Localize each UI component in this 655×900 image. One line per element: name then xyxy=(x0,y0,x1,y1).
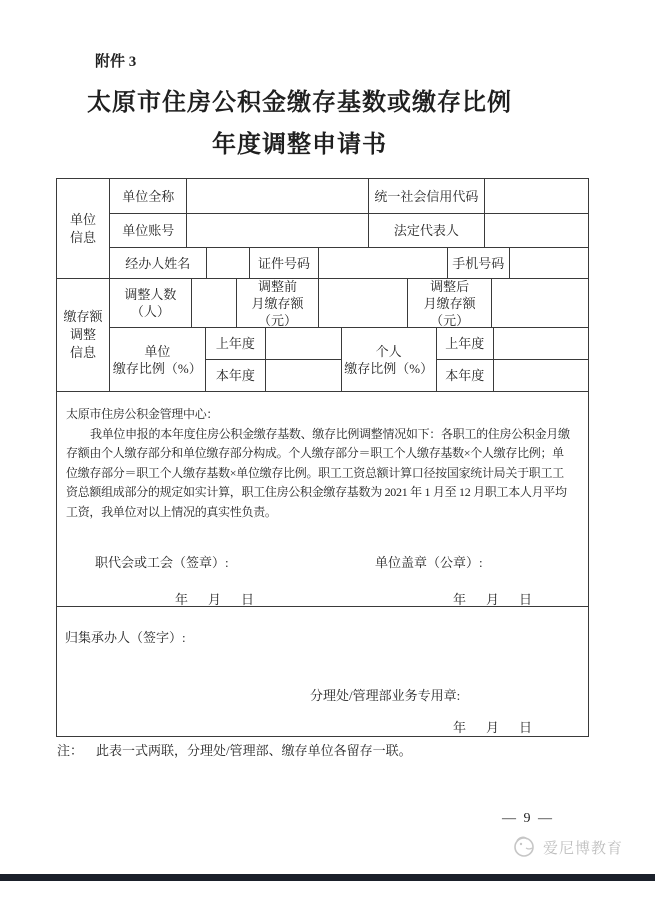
form-title-line2: 年度调整申请书 xyxy=(212,132,387,158)
personal-prev-year-label: 上年度 xyxy=(445,336,485,351)
unit-account-row xyxy=(110,213,588,247)
company-seal-label: 单位盖章（公章）: xyxy=(375,555,483,570)
unit-name-row xyxy=(110,179,588,213)
year-label: 年 xyxy=(175,592,189,607)
adjust-count-label: 调整人数 （人） xyxy=(124,287,177,319)
credit-code-input-cell xyxy=(484,179,588,213)
year-label: 年 xyxy=(453,592,467,607)
collector-signature-label: 归集承办人（签字）: xyxy=(65,630,186,645)
unit-curr-year-label: 本年度 xyxy=(215,368,255,383)
personal-curr-year-label: 本年度 xyxy=(445,368,485,383)
before-amount-input-cell xyxy=(318,279,406,327)
adjust-amount-row xyxy=(110,279,588,327)
unit-info-section xyxy=(57,179,588,278)
page-number: — 9 — xyxy=(502,811,554,826)
form-title-line1: 太原市住房公积金缴存基数或缴存比例 xyxy=(87,90,512,116)
mobile-number-label: 手机号码 xyxy=(447,248,509,278)
declaration-section xyxy=(57,391,588,606)
legal-rep-label: 法定代表人 xyxy=(368,214,484,247)
unit-curr-year-input-cell xyxy=(265,360,341,391)
month-label: 月 xyxy=(486,720,500,735)
note-label: 注： xyxy=(57,743,84,758)
day-label: 日 xyxy=(241,592,255,607)
unit-prev-year-input-cell xyxy=(265,328,341,359)
application-form-table xyxy=(56,178,589,737)
day-label: 日 xyxy=(519,720,533,735)
mobile-number-input-cell xyxy=(509,248,588,278)
unit-account-label: 单位账号 xyxy=(122,223,175,238)
declaration-line: 位缴存部分＝职工个人缴存基数×单位缴存比例。职工工资总额计算口径按国家统计局关于职工工 xyxy=(66,465,564,480)
month-label: 月 xyxy=(208,592,222,607)
declaration-line: 我单位申报的本年度住房公积金缴存基数、缴存比例调整情况如下：各职工的住房公积金月缴 xyxy=(90,426,570,441)
adjust-count-input-cell xyxy=(191,279,236,327)
legal-rep-input-cell xyxy=(484,214,588,247)
personal-curr-year-input-cell xyxy=(493,360,588,391)
day-label: 日 xyxy=(519,592,533,607)
declaration-line: 存额由个人缴存部分和单位缴存部分构成。个人缴存部分＝职工个人缴存基数×个人缴存比例；单 xyxy=(66,446,564,460)
adjust-info-section xyxy=(57,278,588,391)
unit-name-input-cell xyxy=(186,179,368,213)
before-amount-label: 调整前 月缴存额（元） xyxy=(236,279,319,327)
handler-name-input-cell xyxy=(206,248,249,278)
personal-prev-year-input-cell xyxy=(493,328,588,359)
id-number-input-cell xyxy=(318,248,447,278)
unit-ratio-years xyxy=(205,328,341,391)
note-text: 此表一式两联，分理处/管理部、缴存单位各留存一联。 xyxy=(96,743,412,758)
declaration-line: 资总额组成部分的规定如实计算，职工住房公积金缴存基数为 2021 年 1 月至 12 月职工本人月平均 xyxy=(66,485,567,499)
declaration-line: 工资，我单位对以上情况的真实性负责。 xyxy=(66,504,277,519)
personal-ratio-years xyxy=(436,328,589,391)
processing-section xyxy=(57,606,588,736)
form-note xyxy=(57,740,412,759)
adjust-info-section-label: 缴存额 调整 信息 xyxy=(57,279,110,391)
union-seal-label: 职代会或工会（签章）: xyxy=(95,555,229,570)
after-amount-label: 调整后 月缴存额（元） xyxy=(407,279,492,327)
declaration-salutation: 太原市住房公积金管理中心： xyxy=(66,407,219,421)
unit-account-input-cell xyxy=(186,214,368,247)
handler-name-label: 经办人姓名 xyxy=(125,255,191,271)
unit-info-section-label: 单位 信息 xyxy=(57,179,110,278)
credit-code-label: 统一社会信用代码 xyxy=(368,179,484,213)
id-number-label: 证件号码 xyxy=(249,248,319,278)
unit-prev-year-label: 上年度 xyxy=(215,336,255,351)
ratio-row xyxy=(110,327,588,391)
personal-ratio-label: 个人 缴存比例（%） xyxy=(341,328,436,391)
bottom-bar xyxy=(0,874,655,881)
form-title xyxy=(0,82,627,166)
office-seal-label: 分理处/管理部业务专用章: xyxy=(310,688,461,703)
office-date-line xyxy=(453,717,532,736)
watermark-text: 爱尼博教育 xyxy=(543,841,624,857)
attachment-label: 附件 3 xyxy=(95,54,137,70)
handler-row xyxy=(110,247,588,278)
unit-ratio-label: 单位 缴存比例（%） xyxy=(112,343,202,376)
unit-name-label: 单位全称 xyxy=(122,188,175,204)
watermark-bird-icon xyxy=(511,831,539,864)
month-label: 月 xyxy=(486,592,500,607)
watermark xyxy=(511,831,623,864)
year-label: 年 xyxy=(453,720,467,735)
after-amount-input-cell xyxy=(491,279,588,327)
